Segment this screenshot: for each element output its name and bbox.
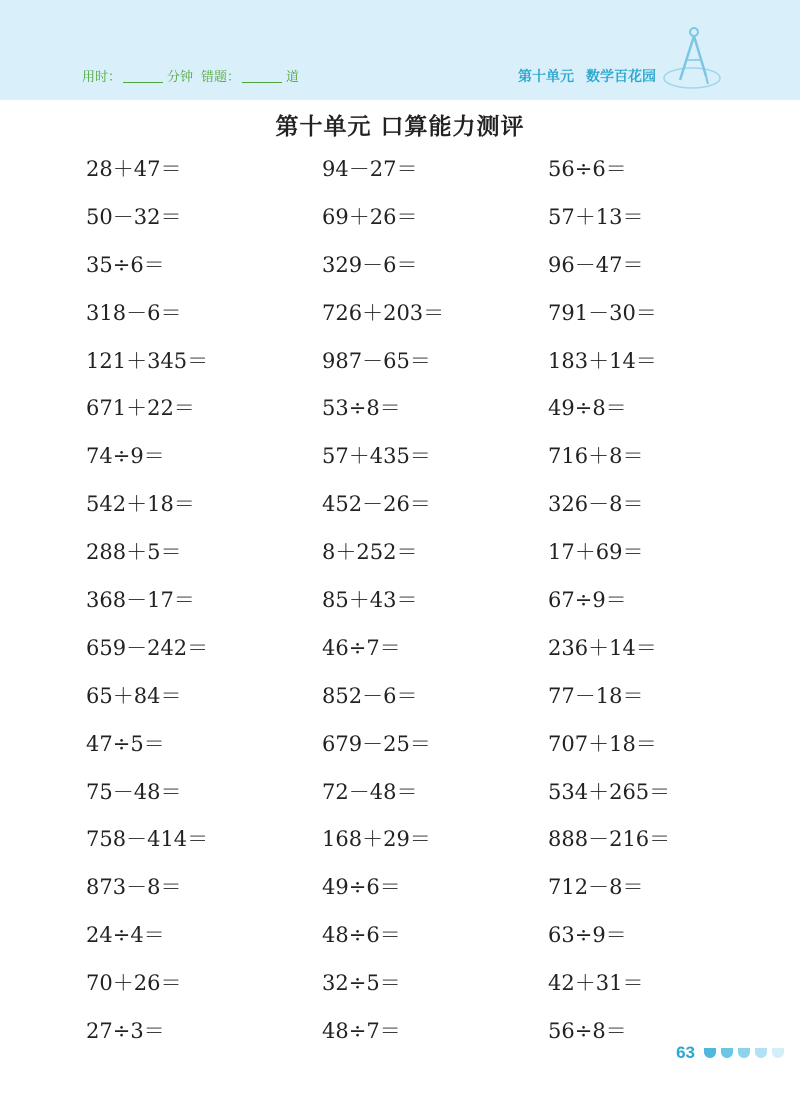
problem-item: 987－65＝ <box>322 348 431 373</box>
problem-item: 27÷3＝ <box>86 1018 165 1043</box>
problem-item: 57＋435＝ <box>322 444 431 469</box>
problem-item: 659－242＝ <box>86 635 209 660</box>
problem-row <box>86 383 726 431</box>
problem-item: 288＋5＝ <box>86 540 182 565</box>
footer-drop-icon <box>721 1048 733 1058</box>
problem-row <box>86 336 726 384</box>
problem-item: 326－8＝ <box>548 492 644 517</box>
problem-row <box>86 288 726 336</box>
problem-row <box>86 192 726 240</box>
problem-item: 17＋69＝ <box>548 540 644 565</box>
problem-row <box>86 814 726 862</box>
problem-row <box>86 958 726 1006</box>
problem-row <box>86 623 726 671</box>
problem-item: 56÷6＝ <box>548 156 627 181</box>
problem-item: 42＋31＝ <box>548 971 644 996</box>
problem-item: 24÷4＝ <box>86 923 165 948</box>
problem-row <box>86 767 726 815</box>
footer-drop-icon <box>704 1048 716 1058</box>
problem-item: 35÷6＝ <box>86 252 165 277</box>
problem-item: 49÷6＝ <box>322 875 401 900</box>
problem-item: 49÷8＝ <box>548 396 627 421</box>
problem-row <box>86 1006 726 1054</box>
problem-item: 77－18＝ <box>548 683 644 708</box>
problem-item: 48÷6＝ <box>322 923 401 948</box>
time-errors-record <box>82 66 299 85</box>
footer-drop-icon <box>738 1048 750 1058</box>
problem-item: 94－27＝ <box>322 156 418 181</box>
problem-item: 873－8＝ <box>86 875 182 900</box>
problem-row <box>86 431 726 479</box>
problem-row <box>86 144 726 192</box>
problem-item: 852－6＝ <box>322 683 418 708</box>
problem-item: 65＋84＝ <box>86 683 182 708</box>
problem-item: 75－48＝ <box>86 779 182 804</box>
problem-item: 32÷5＝ <box>322 971 401 996</box>
problem-item: 57＋13＝ <box>548 204 644 229</box>
time-label: 用时： <box>82 70 122 85</box>
footer-drop-icon <box>772 1048 784 1058</box>
problem-item: 679－25＝ <box>322 731 431 756</box>
problem-row <box>86 862 726 910</box>
errors-unit: 道 <box>286 70 300 85</box>
problem-row <box>86 910 726 958</box>
problem-item: 69＋26＝ <box>322 204 418 229</box>
problem-item: 542＋18＝ <box>86 492 195 517</box>
problem-item: 74÷9＝ <box>86 444 165 469</box>
problem-item: 8＋252＝ <box>322 540 418 565</box>
problem-item: 183＋14＝ <box>548 348 657 373</box>
problem-item: 121＋345＝ <box>86 348 209 373</box>
problem-item: 50－32＝ <box>86 204 182 229</box>
problem-item: 329－6＝ <box>322 252 418 277</box>
problem-item: 53÷8＝ <box>322 396 401 421</box>
unit-name: 第十单元 <box>518 69 574 85</box>
time-unit: 分钟 <box>167 70 194 85</box>
compass-icon <box>662 24 726 94</box>
problem-item: 168＋29＝ <box>322 827 431 852</box>
problem-item: 70＋26＝ <box>86 971 182 996</box>
problem-item: 716＋8＝ <box>548 444 644 469</box>
page-number: 63 <box>676 1043 695 1062</box>
page-footer <box>676 1043 784 1063</box>
problem-item: 712－8＝ <box>548 875 644 900</box>
problem-item: 96－47＝ <box>548 252 644 277</box>
problem-item: 85＋43＝ <box>322 587 418 612</box>
problem-row <box>86 575 726 623</box>
problem-item: 534＋265＝ <box>548 779 671 804</box>
problem-item: 56÷8＝ <box>548 1018 627 1043</box>
problem-row <box>86 527 726 575</box>
page-title: 第十单元 口算能力测评 <box>275 114 525 140</box>
problem-item: 671＋22＝ <box>86 396 195 421</box>
problem-item: 726＋203＝ <box>322 300 445 325</box>
problem-item: 452－26＝ <box>322 492 431 517</box>
time-blank[interactable] <box>123 81 163 83</box>
problem-item: 46÷7＝ <box>322 635 401 660</box>
footer-drop-icon <box>755 1048 767 1058</box>
errors-blank[interactable] <box>242 81 282 83</box>
problem-item: 791－30＝ <box>548 300 657 325</box>
unit-heading <box>518 66 656 86</box>
problem-item: 888－216＝ <box>548 827 671 852</box>
problem-row <box>86 240 726 288</box>
problem-item: 67÷9＝ <box>548 587 627 612</box>
problem-item: 707＋18＝ <box>548 731 657 756</box>
problem-row <box>86 479 726 527</box>
errors-label: 错题： <box>201 70 241 85</box>
problem-row <box>86 719 726 767</box>
problem-item: 758－414＝ <box>86 827 209 852</box>
problem-item: 368－17＝ <box>86 587 195 612</box>
problem-item: 236＋14＝ <box>548 635 657 660</box>
section-name: 数学百花园 <box>586 69 656 85</box>
problem-row <box>86 671 726 719</box>
problem-item: 48÷7＝ <box>322 1018 401 1043</box>
problem-item: 47÷5＝ <box>86 731 165 756</box>
problem-grid <box>86 144 726 1054</box>
problem-item: 72－48＝ <box>322 779 418 804</box>
problem-item: 318－6＝ <box>86 300 182 325</box>
problem-item: 28＋47＝ <box>86 156 182 181</box>
problem-item: 63÷9＝ <box>548 923 627 948</box>
